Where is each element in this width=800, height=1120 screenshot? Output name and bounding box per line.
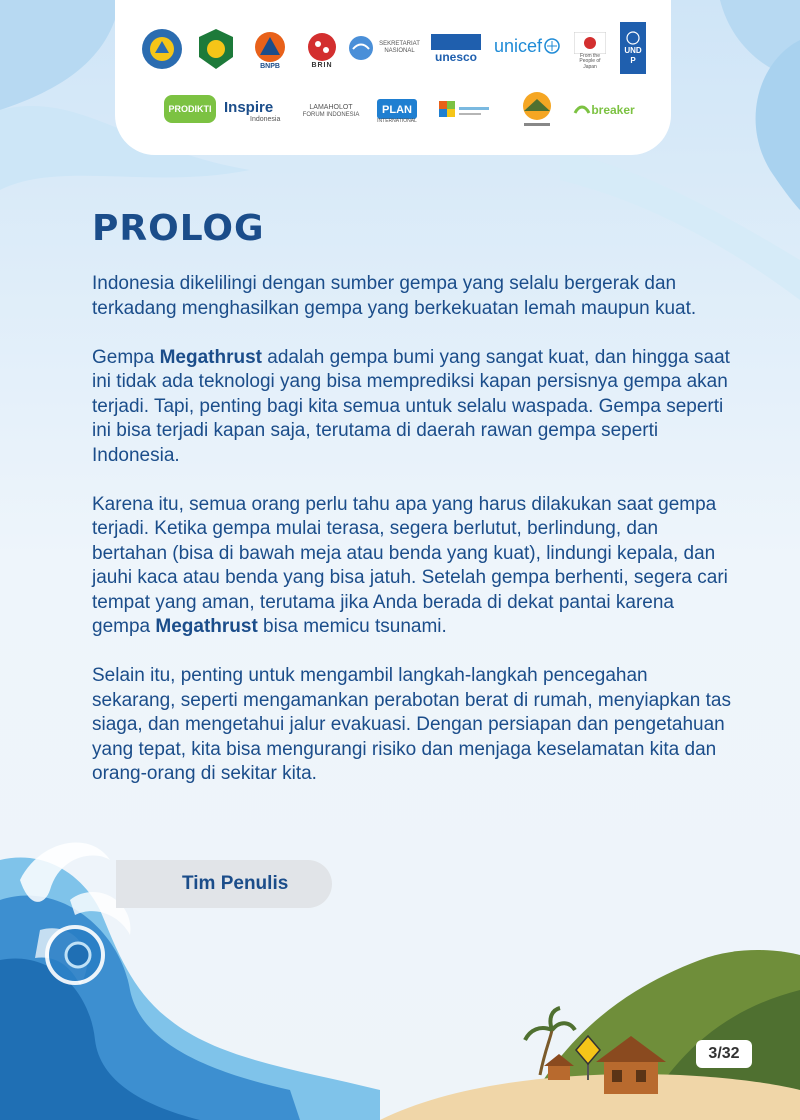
sekretariat-nasional-logo: SEKRETARIAT NASIONAL bbox=[346, 33, 424, 63]
plan-international-logo: PLAN INTERNATIONAL bbox=[368, 97, 426, 127]
paragraph-2: Gempa Megathrust adalah gempa bumi yang sangat kuat, dan hingga saat ini tidak ada teknologi yang bisa memprediksi kapan persisnya gempa akan terjadi. Tapi, penting bagi kita semua untuk selalu waspada. Gempa seperti ini bisa terjadi kapan saja, terutama di daerah rawan gempa seperti Indonesia. bbox=[92, 346, 730, 466]
paragraph-3: Karena itu, semua orang perlu tahu apa yang harus dilakukan saat gempa terjadi. Ketika gempa mulai terasa, segera berlutut, berlindung, dan bertahan (bisa di bawah meja atau benda yang kuat), lindungi kepala, dan jauhi kaca atau benda yang bisa jatuh. Setelah gempa berhenti, segera cari tempat yang aman, terutama jika Anda berada di dekat pantai karena gempa Megathrust bisa memicu tsunami. bbox=[92, 493, 728, 637]
unesco-logo: unesco bbox=[429, 33, 483, 65]
prolog-body bbox=[92, 272, 732, 811]
page-number: 3/32 bbox=[696, 1040, 752, 1068]
partner-logo-card bbox=[115, 0, 671, 155]
lamaholot-forum-logo: LAMAHOLOT FORUM INDONESIA bbox=[302, 103, 360, 118]
prodikti-logo: PRODIKTI bbox=[164, 95, 216, 123]
japan-logo: From the People of Japan bbox=[572, 30, 608, 72]
bnpb-logo: BNPB bbox=[246, 26, 294, 76]
paragraph-1: Indonesia dikelilingi dengan sumber gempa yang selalu bergerak dan terkadang menghasilkan gempa yang berkekuatan lemah maupun kuat. bbox=[92, 273, 697, 319]
komunitas-logo bbox=[514, 88, 560, 132]
undp-logo: UNDP bbox=[620, 22, 646, 74]
tut-wuri-handayani-logo bbox=[142, 29, 182, 69]
highlight-term: Megathrust bbox=[159, 346, 262, 368]
brin-logo: BRIN bbox=[300, 25, 344, 77]
ice-breaker-logo: breaker bbox=[570, 98, 638, 122]
inspire-indonesia-logo: Inspire Indonesia bbox=[224, 98, 281, 123]
sekolah-ramah-logo bbox=[436, 96, 494, 124]
highlight-term: Megathrust bbox=[155, 616, 258, 637]
author-name: Tim Penulis bbox=[182, 873, 289, 894]
author-label bbox=[116, 860, 332, 908]
page-title: PROLOG bbox=[92, 208, 265, 249]
paragraph-4: Selain itu, penting untuk mengambil langkah-langkah pencegahan sekarang, seperti mengamankan perabotan berat di rumah, menyiapkan tas siaga, dan mengetahui jalur evakuasi. Dengan persiapan dan pengetahuan yang tepat, kita bisa mengurangi risiko dan menjaga keselamatan kita dan orang-orang di sekitar kita. bbox=[92, 665, 731, 784]
kemenag-logo bbox=[195, 27, 237, 71]
unicef-logo: unicef bbox=[487, 34, 567, 58]
